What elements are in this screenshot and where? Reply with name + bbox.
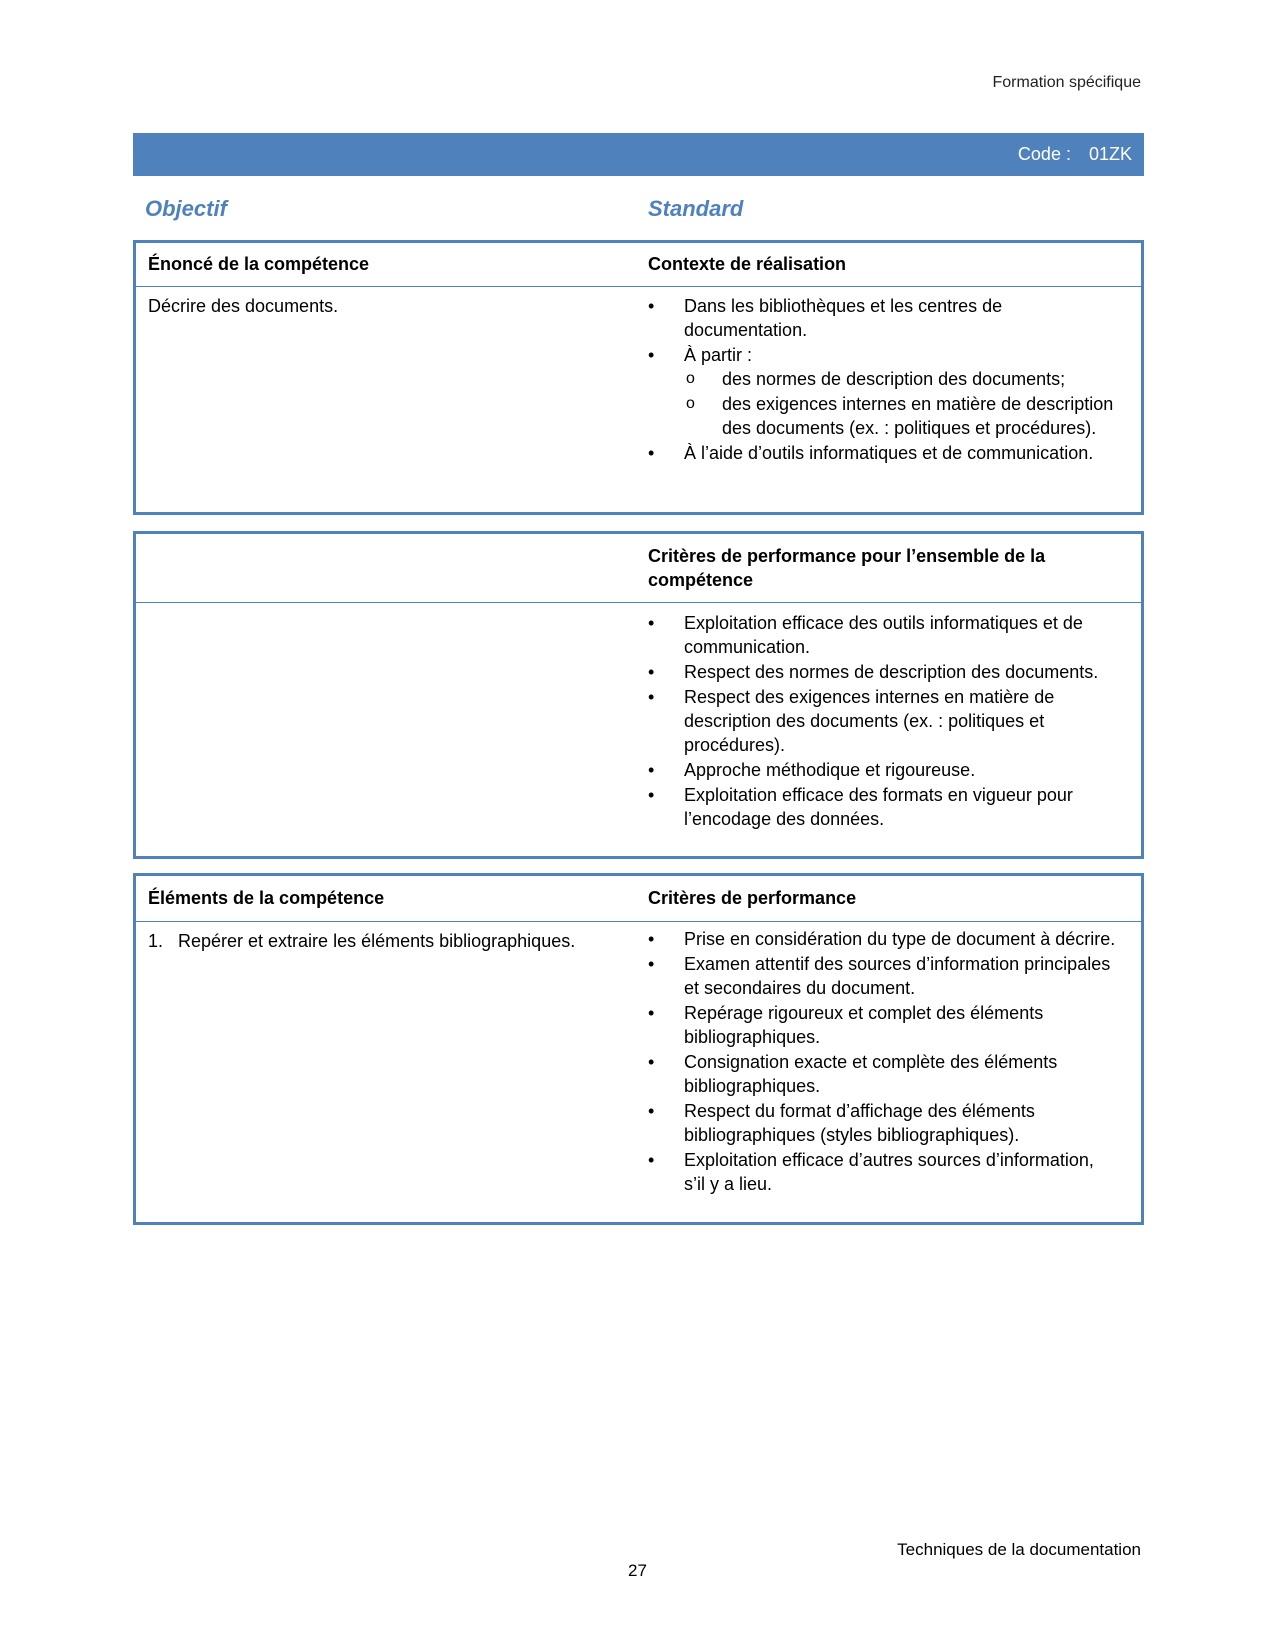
code-label: Code :	[1017, 144, 1071, 164]
section-header: Formation spécifique	[992, 74, 1141, 91]
list-item: • Exploitation efficace des outils informatiques et de communication.	[648, 611, 1118, 659]
list-item: • Exploitation efficace des formats en vigueur pour l’encodage des données.	[648, 783, 1118, 831]
list-item: • Dans les bibliothèques et les centres de documentation.	[648, 294, 1118, 342]
list-item: • Prise en considération du type de document à décrire.	[648, 927, 1118, 951]
list-item: • Respect des normes de description des documents.	[648, 660, 1118, 684]
list-item-label: À partir :	[684, 345, 753, 365]
competence-statement: Décrire des documents.	[148, 296, 339, 316]
competence-element	[148, 929, 628, 953]
competence-statement-table	[133, 240, 1144, 515]
column-headings	[145, 196, 1144, 224]
list-item: • Approche méthodique et rigoureuse.	[648, 758, 1118, 782]
list-item	[648, 343, 1118, 440]
element-number: 1.	[148, 931, 164, 951]
list-item: • Respect des exigences internes en matière de description des documents (ex. : politiques et procédures).	[648, 685, 1118, 757]
sub-list-item: o des exigences internes en matière de description des documents (ex. : politiques et procédures).	[684, 392, 1118, 440]
objectif-heading: Objectif	[145, 196, 227, 221]
table-header-row	[136, 243, 1141, 287]
performance-criteria-list	[648, 927, 1118, 1197]
sub-list-item: o des normes de description des documents;	[684, 367, 1118, 391]
context-title: Contexte de réalisation	[648, 254, 847, 274]
list-item: • Examen attentif des sources d’information principales et secondaires du document.	[648, 952, 1118, 1000]
element-text: Repérer et extraire les éléments bibliographiques.	[178, 931, 576, 951]
code-bar	[133, 133, 1144, 176]
list-item: • À l’aide d’outils informatiques et de communication.	[648, 441, 1118, 465]
list-item: • Respect du format d’affichage des éléments bibliographiques (styles bibliographiques).	[648, 1099, 1118, 1147]
standard-heading: Standard	[648, 196, 744, 221]
list-item: • Exploitation efficace d’autres sources d’information, s’il y a lieu.	[648, 1148, 1118, 1196]
elements-title: Éléments de la compétence	[148, 888, 385, 908]
overall-criteria-list	[648, 611, 1118, 832]
list-item: • Consignation exacte et complète des éléments bibliographiques.	[648, 1050, 1118, 1098]
list-item: • Repérage rigoureux et complet des éléments bibliographiques.	[648, 1001, 1118, 1049]
context-list	[648, 294, 1118, 466]
table-header-row	[136, 876, 1141, 922]
performance-criteria-title: Critères de performance	[648, 888, 857, 908]
page-number: 27	[628, 1561, 647, 1580]
table-header-row	[136, 534, 1141, 603]
code-value: 01ZK	[1088, 144, 1132, 164]
program-footer: Techniques de la documentation	[897, 1540, 1141, 1559]
overall-criteria-title: Critères de performance pour l’ensemble de la compétence	[648, 546, 1046, 590]
overall-criteria-table	[133, 531, 1144, 859]
elements-criteria-table	[133, 873, 1144, 1225]
sub-list	[684, 367, 1118, 440]
statement-title: Énoncé de la compétence	[148, 254, 370, 274]
